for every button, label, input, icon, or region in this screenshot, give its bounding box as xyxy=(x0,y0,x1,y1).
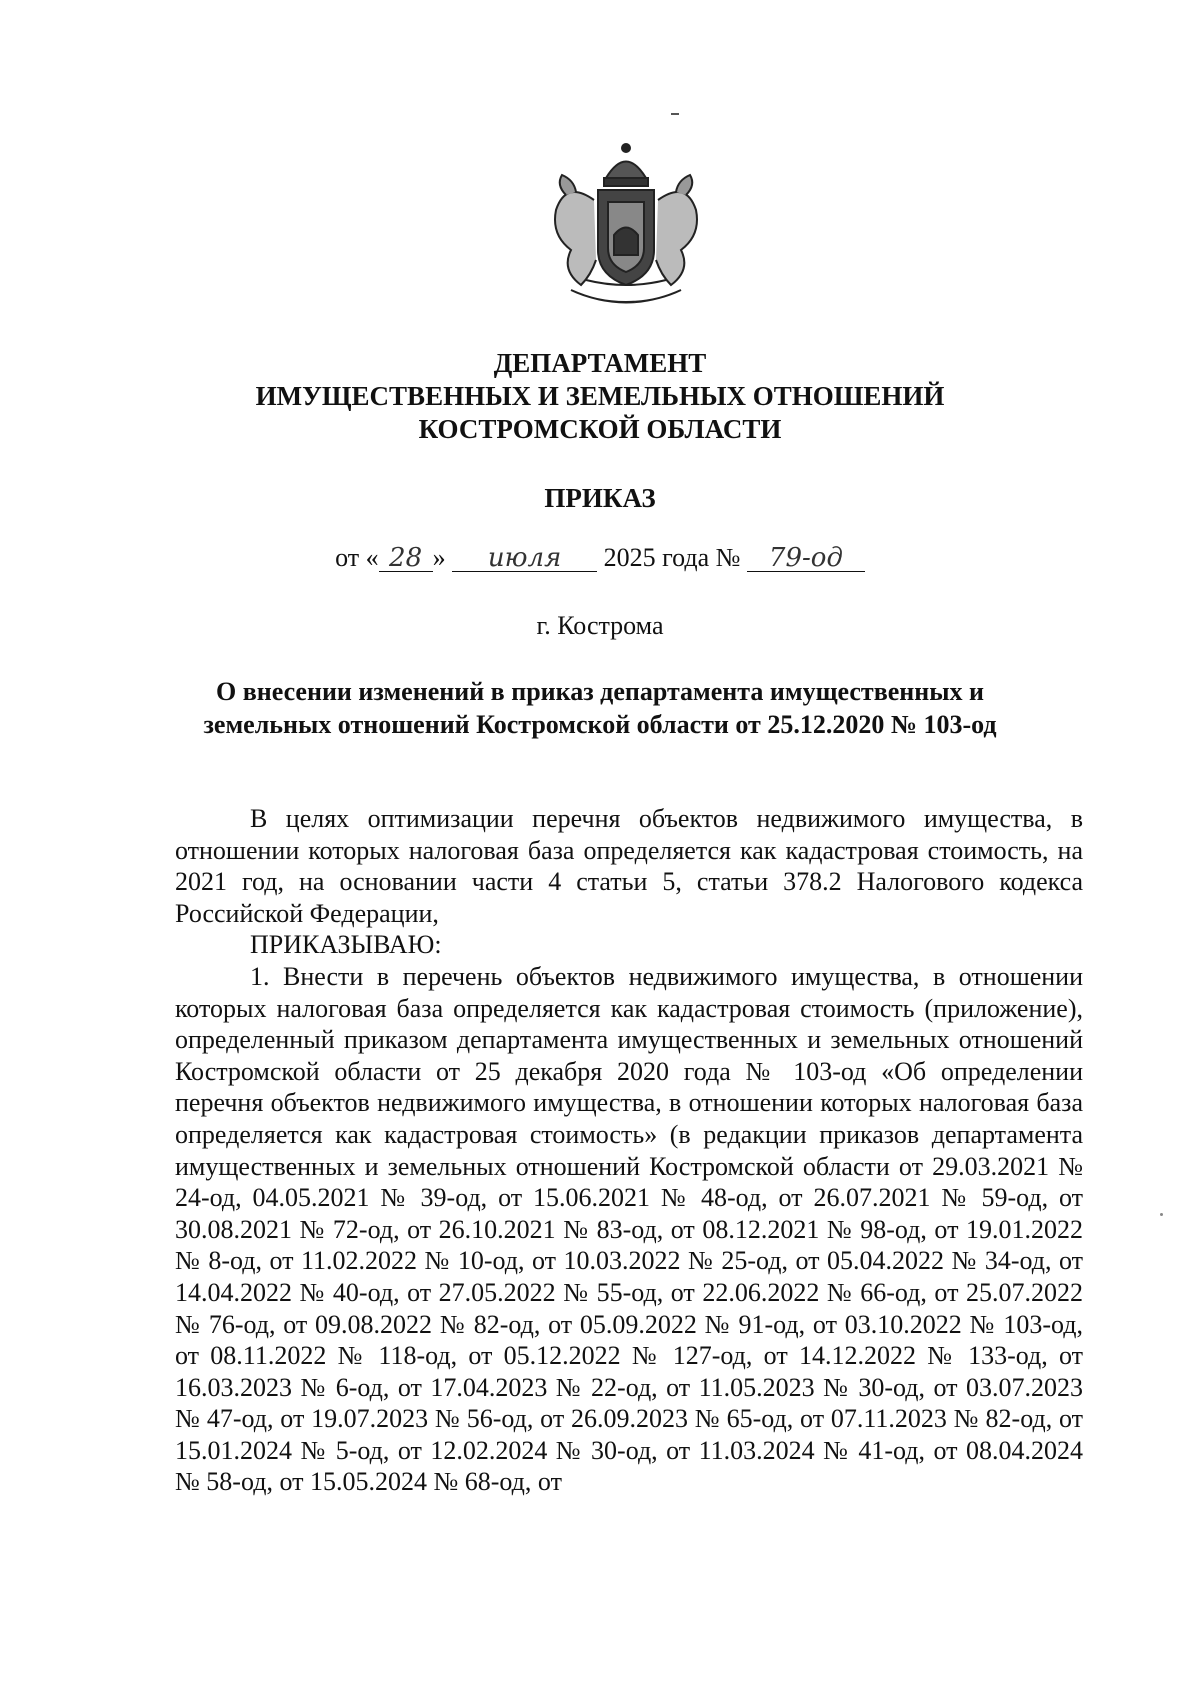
subject-line-1: О внесении изменений в приказ департамента имущественных и xyxy=(215,677,985,706)
subject-line-2: земельных отношений Костромской области от 25.12.2020 № 103-од xyxy=(203,710,997,739)
order-subject xyxy=(0,675,1200,741)
department-line-1: ДЕПАРТАМЕНТ xyxy=(493,348,707,378)
city: г. Кострома xyxy=(536,611,664,640)
preamble-paragraph: В целях оптимизации перечня объектов недвижимого имущества, в отношении которых налоговая база определяется как кадастровая стоимость, на 2021 год, на основании части 4 статьи 5, статьи 378.2 Налогового кодекса Российской Федерации, xyxy=(175,804,1083,928)
date-mid: » xyxy=(432,543,446,572)
department-line-3: КОСТРОМСКОЙ ОБЛАСТИ xyxy=(418,414,782,444)
date-year-text: 2025 года № xyxy=(603,543,741,572)
order-title: ПРИКАЗ xyxy=(544,483,656,513)
department-line-2: ИМУЩЕСТВЕННЫХ И ЗЕМЕЛЬНЫХ ОТНОШЕНИЙ xyxy=(255,381,945,411)
coat-of-arms-emblem xyxy=(536,140,716,315)
date-month-handwritten: июля xyxy=(452,545,597,572)
scan-mark xyxy=(671,113,679,115)
department-header xyxy=(0,347,1200,446)
item-1-paragraph: 1. Внести в перечень объектов недвижимого имущества, в отношении которых налоговая база определяется как кадастровая стоимость (приложение), определенный приказом департамента имущественных и земельных отношений Костромской области от 25 декабря 2020 года № 103-од «Об определении перечня объектов недвижимого имущества, в отношении которых налоговая база определяется как кадастровая стоимость» (в редакции приказов департамента имущественных и земельных отношений Костромской области от 29.03.2021 № 24-од, 04.05.2021 № 39-од, от 15.06.2021 № 48-од, от 26.07.2021 № 59-од, от 30.08.2021 № 72-од, от 26.10.2021 № 83-од, от 08.12.2021 № 98-од, от 19.01.2022 № 8-од, от 11.02.2022 № 10-од, от 10.03.2022 № 25-од, от 05.04.2022 № 34-од, от 14.04.2022 № 40-од, от 27.05.2022 № 55-од, от 22.06.2022 № 66-од, от 25.07.2022 № 76-од, от 09.08.2022 № 82-од, от 05.09.2022 № 91-од, от 03.10.2022 № 103-од, от 08.11.2022 № 118-од, от 05.12.2022 № 127-од, от 14.12.2022 № 133-од, от 16.03.2023 № 6-од, от 17.04.2023 № 22-од, от 11.05.2023 № 30-од, от 03.07.2023 № 47-од, от 19.07.2023 № 56-од, от 26.09.2023 № 65-од, от 07.11.2023 № 82-од, от 15.01.2024 № 5-од, от 12.02.2024 № 30-од, от 11.03.2024 № 41-од, от 08.04.2024 № 58-од, от 15.05.2024 № 68-од, от xyxy=(175,961,1083,1497)
scan-speck xyxy=(1160,1213,1163,1216)
date-prefix: от « xyxy=(335,543,379,572)
order-word: ПРИКАЗЫВАЮ: xyxy=(250,930,442,960)
order-body xyxy=(175,803,1083,1498)
order-date-line xyxy=(0,543,1200,573)
date-day-handwritten: 28 xyxy=(379,545,433,572)
order-number-handwritten: 79-од xyxy=(747,545,865,572)
